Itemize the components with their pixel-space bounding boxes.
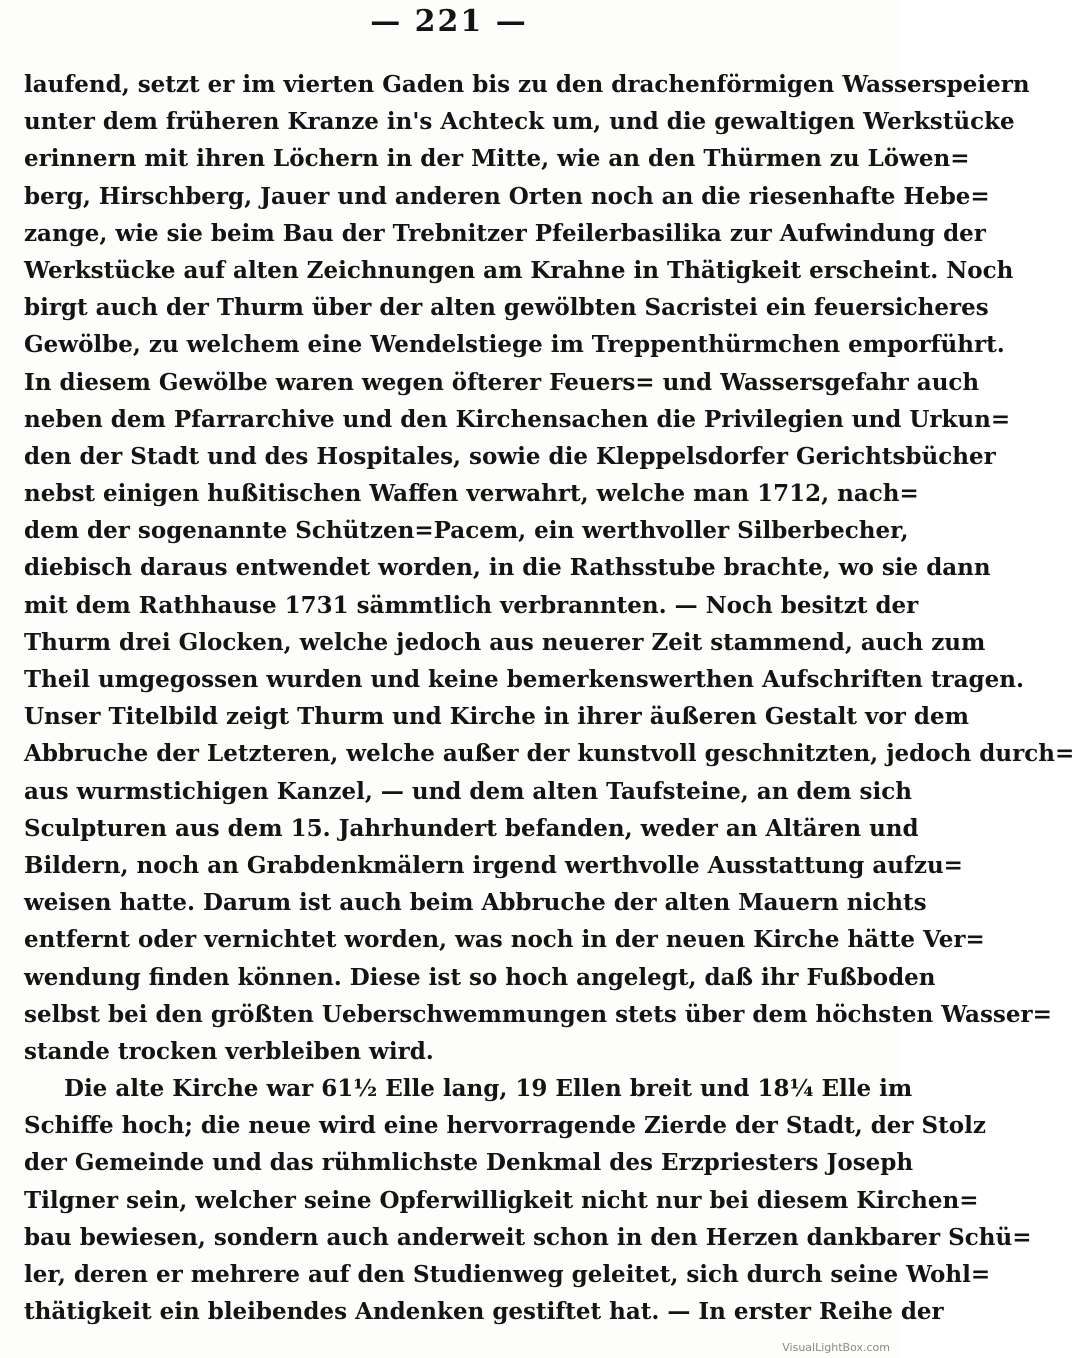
- text-line: unter dem früheren Kranze in's Achteck um, und die gewaltigen Werkstücke: [24, 108, 1015, 136]
- text-line: nebst einigen hußitischen Waffen verwahrt, welche man 1712, nach=: [24, 480, 919, 508]
- text-line: Thurm drei Glocken, welche jedoch aus neuerer Zeit stammend, auch zum: [24, 628, 986, 656]
- text-line: entfernt oder vernichtet worden, was noch in der neuen Kirche hätte Ver=: [24, 926, 985, 954]
- text-line: Sculpturen aus dem 15. Jahrhundert befanden, weder an Altären und: [24, 814, 919, 842]
- text-line: der Gemeinde und das rühmlichste Denkmal des Erzpriesters Joseph: [24, 1149, 914, 1177]
- text-line: erinnern mit ihren Löchern in der Mitte, wie an den Thürmen zu Löwen=: [24, 145, 970, 173]
- text-line: neben dem Pfarrarchive und den Kirchensachen die Privilegien und Urkun=: [24, 405, 1011, 433]
- text-line: ler, deren er mehrere auf den Studienweg geleitet, sich durch seine Wohl=: [24, 1261, 991, 1288]
- text-line: Schiffe hoch; die neue wird eine hervorragende Zierde der Stadt, der Stolz: [24, 1112, 986, 1140]
- text-line: selbst bei den größten Ueberschwemmungen stets über dem höchsten Wasser=: [24, 1000, 1052, 1028]
- text-line: In diesem Gewölbe waren wegen öfterer Feuers= und Wassersgefahr auch: [24, 368, 980, 396]
- text-line: Abbruche der Letzteren, welche außer der kunstvoll geschnitzten, jedoch durch=: [24, 740, 1074, 768]
- text-line: dem der sogenannte Schützen=Pacem, ein werthvoller Silberbecher,: [24, 517, 909, 545]
- text-line: Bildern, noch an Grabdenkmälern irgend werthvolle Ausstattung aufzu=: [24, 851, 963, 879]
- text-line: birgt auch der Thurm über der alten gewölbten Sacristei ein feuersicheres: [24, 294, 989, 322]
- text-line: Tilgner sein, welcher seine Opferwilligkeit nicht nur bei diesem Kirchen=: [24, 1186, 979, 1214]
- text-line: Gewölbe, zu welchem eine Wendelstiege im Treppenthürmchen emporführt.: [24, 331, 1005, 359]
- text-line: Werkstücke auf alten Zeichnungen am Krahne in Thätigkeit erscheint. Noch: [24, 256, 1014, 284]
- text-line: weisen hatte. Darum ist auch beim Abbruche der alten Mauern nichts: [24, 889, 927, 917]
- paragraph-start-line: Die alte Kirche war 61½ Elle lang, 19 Ellen breit und 18¼ Elle im: [64, 1075, 913, 1103]
- text-line: aus wurmstichigen Kanzel, — und dem alten Taufsteine, an dem sich: [24, 777, 912, 805]
- text-line: thätigkeit ein bleibendes Andenken gestiftet hat. — In erster Reihe der: [24, 1298, 944, 1326]
- watermark: VisualLightBox.com: [782, 1341, 890, 1354]
- text-line: laufend, setzt er im vierten Gaden bis zu den drachenförmigen Wasserspeiern: [24, 71, 1030, 98]
- paragraph-end-line: stande trocken verbleiben wird.: [24, 1037, 434, 1065]
- text-line: diebisch daraus entwendet worden, in die Rathsstube brachte, wo sie dann: [24, 554, 991, 582]
- text-line: bau bewiesen, sondern auch anderweit schon in den Herzen dankbarer Schü=: [24, 1223, 1032, 1251]
- text-line: den der Stadt und des Hospitales, sowie die Kleppelsdorfer Gerichtsbücher: [24, 442, 996, 470]
- text-line: wendung finden können. Diese ist so hoch angelegt, daß ihr Fußboden: [24, 963, 936, 991]
- text-line: zange, wie sie beim Bau der Trebnitzer Pfeilerbasilika zur Aufwindung der: [24, 219, 986, 247]
- text-line: Theil umgegossen wurden und keine bemerkenswerthen Aufschriften tragen.: [24, 666, 1024, 693]
- body-text: [24, 66, 1074, 1330]
- page-number: — 221 —: [370, 4, 528, 39]
- text-line: mit dem Rathhause 1731 sämmtlich verbrannten. — Noch besitzt der: [24, 591, 919, 619]
- text-line: berg, Hirschberg, Jauer und anderen Orten noch an die riesenhafte Hebe=: [24, 182, 990, 210]
- text-line: Unser Titelbild zeigt Thurm und Kirche in ihrer äußeren Gestalt vor dem: [24, 703, 969, 731]
